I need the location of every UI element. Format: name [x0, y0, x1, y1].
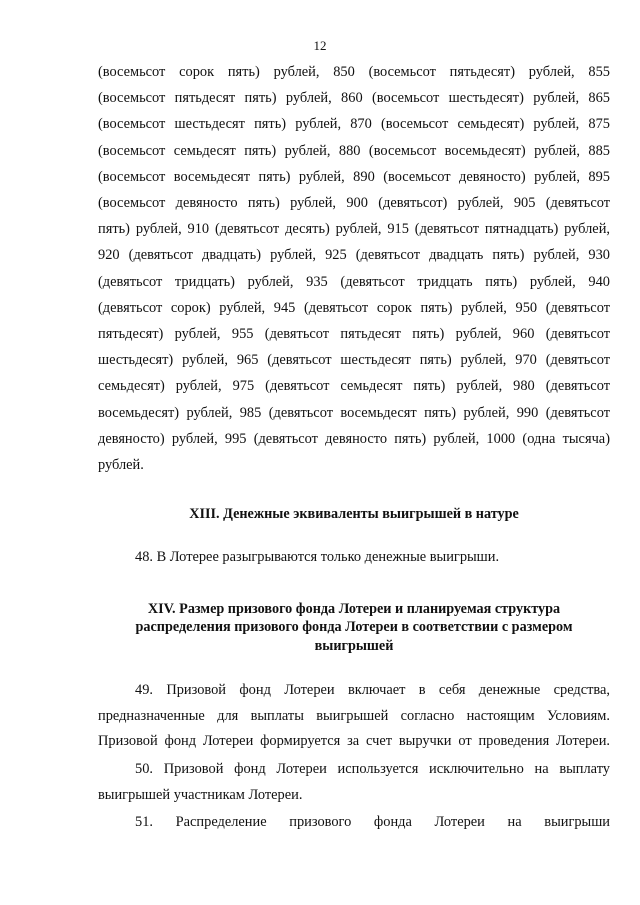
paragraph-line: 50. Призовой фонд Лотереи используется исключительно на выплату — [135, 761, 610, 778]
paragraph-line: рублей. — [98, 457, 144, 474]
paragraph-line: (восемьсот семьдесят пять) рублей, 880 (восемьсот восемьдесят) рублей, 885 — [98, 142, 610, 159]
paragraph-line: (девятьсот тридцать) рублей, 935 (девятьсот тридцать пять) рублей, 940 — [98, 273, 610, 290]
heading-line: распределения призового фонда Лотереи в соответствии с размером — [135, 619, 573, 636]
heading-line: XIV. Размер призового фонда Лотереи и планируемая структура — [147, 600, 561, 617]
paragraph-line: 920 (девятьсот двадцать) рублей, 925 (девятьсот двадцать пять) рублей, 930 — [98, 247, 610, 264]
paragraph-line: 51. Распределение призового фонда Лотереи на выигрыши — [135, 814, 610, 831]
section-14-heading — [98, 600, 610, 656]
paragraph-line: предназначенные для выплаты выигрышей согласно настоящим Условиям. — [98, 707, 610, 724]
paragraph-line: пятьдесят) рублей, 955 (девятьсот пятьдесят пять) рублей, 960 (девятьсот — [98, 326, 610, 343]
section-13-heading: XIII. Денежные эквиваленты выигрышей в натуре — [189, 506, 519, 523]
paragraph-line: (девятьсот сорок) рублей, 945 (девятьсот сорок пять) рублей, 950 (девятьсот — [98, 299, 610, 316]
paragraph-line: (восемьсот сорок пять) рублей, 850 (восемьсот пятьдесят) рублей, 855 — [98, 64, 610, 80]
paragraph-51 — [98, 810, 610, 836]
paragraph-line: (восемьсот пятьдесят пять) рублей, 860 (восемьсот шестьдесят) рублей, 865 — [98, 90, 610, 107]
paragraph-line: семьдесят) рублей, 975 (девятьсот семьдесят пять) рублей, 980 (девятьсот — [98, 378, 610, 395]
paragraph-line: (восемьсот шестьдесят пять) рублей, 870 (восемьсот семьдесят) рублей, 875 — [98, 116, 610, 133]
paragraph-49 — [98, 678, 610, 755]
paragraph-50 — [98, 757, 610, 808]
paragraph-48: 48. В Лотерее разыгрываются только денежные выигрыши. — [135, 548, 500, 565]
paragraph-line: восемьдесят) рублей, 985 (девятьсот восемьдесят пять) рублей, 990 (девятьсот — [98, 404, 610, 421]
paragraph-line: девяносто) рублей, 995 (девятьсот девяносто пять) рублей, 1000 (одна тысяча) — [98, 430, 610, 447]
page-number: 12 — [313, 38, 327, 53]
paragraph-line: пять) рублей, 910 (девятьсот десять) рублей, 915 (девятьсот пятнадцать) рублей, — [98, 221, 610, 238]
heading-line: выигрышей — [314, 637, 394, 654]
prize-amounts-paragraph — [98, 59, 610, 478]
paragraph-line: (восемьсот восемьдесят пять) рублей, 890 (восемьсот девяносто) рублей, 895 — [98, 168, 610, 185]
paragraph-line: (восемьсот девяносто пять) рублей, 900 (девятьсот) рублей, 905 (девятьсот — [98, 195, 610, 212]
paragraph-line: шестьдесят) рублей, 965 (девятьсот шестьдесят пять) рублей, 970 (девятьсот — [98, 352, 610, 369]
paragraph-line: выигрышей участникам Лотереи. — [98, 786, 303, 803]
document-body — [98, 59, 610, 836]
paragraph-line: Призовой фонд Лотереи формируется за счет выручки от проведения Лотереи. — [98, 733, 610, 750]
paragraph-line: 49. Призовой фонд Лотереи включает в себя денежные средства, — [135, 682, 610, 699]
